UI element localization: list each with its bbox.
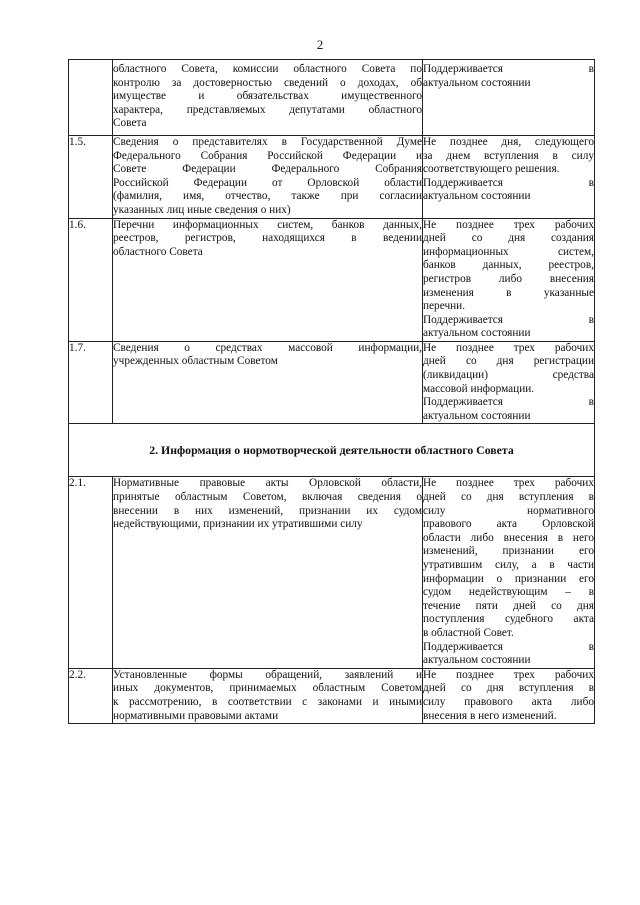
term-line: Не позднее дня, следующего	[423, 135, 594, 148]
page-number: 2	[316, 37, 324, 52]
table-row	[69, 60, 595, 136]
description-line: указанных лиц иные сведения о них)	[113, 203, 291, 216]
term-line: внесения в него изменений.	[423, 709, 557, 722]
description-line: областного Совета, комиссии областного Совета по	[113, 63, 422, 75]
table-row	[69, 341, 595, 424]
section-2-title: 2. Информация о нормотворческой деятельности областного Совета	[69, 424, 595, 477]
description-line: принятые областным Советом, включая сведения о	[113, 491, 422, 504]
section-header-row	[69, 424, 595, 477]
term-line: соответствующего решения.	[423, 163, 560, 176]
description-line: имуществе и обязательствах имущественного	[113, 90, 422, 103]
item-term	[423, 60, 595, 136]
term-line: дней со дня вступления в	[423, 491, 594, 504]
term-line: в областной Совет.	[423, 626, 514, 639]
item-description	[113, 60, 423, 136]
term-line: утратившим силу, а в части	[423, 559, 594, 571]
term-line: актуальном состоянии	[423, 409, 531, 422]
term-line: Не позднее трех рабочих	[423, 341, 594, 354]
term-line: массовой информации.	[423, 382, 535, 395]
term-line: силу нормативного	[423, 504, 594, 517]
item-term	[423, 668, 595, 723]
description-line: характера, представляемых депутатами областного	[113, 103, 422, 116]
item-number: 1.7.	[69, 341, 113, 424]
description-line: Российской Федерации от Орловской области	[113, 176, 422, 189]
term-line: дней со дня регистрации	[423, 355, 594, 368]
term-line: актуальном состоянии	[423, 654, 531, 667]
term-line: информации о признании его	[423, 572, 594, 585]
item-term	[423, 341, 595, 424]
term-line: за днем вступления в силу	[423, 149, 594, 162]
table-row	[69, 668, 595, 723]
description-line: иных документов, принимаемых областным Советом	[113, 682, 422, 695]
term-line: судом недействующим – в	[423, 586, 594, 599]
item-description	[113, 477, 423, 668]
term-line: Не позднее трех рабочих	[423, 477, 594, 490]
item-description	[113, 668, 423, 723]
item-number: 1.5.	[69, 135, 113, 218]
table-row	[69, 218, 595, 341]
term-line: Поддерживается в	[423, 63, 594, 75]
term-line: Поддерживается в	[423, 313, 594, 326]
term-line: поступления судебного акта	[423, 613, 594, 626]
term-line: актуальном состоянии	[423, 76, 531, 89]
description-line: контролю за достоверностью сведений о доходах, об	[113, 76, 422, 89]
term-line: правового акта Орловской	[423, 518, 594, 531]
item-description	[113, 135, 423, 218]
description-line: областного Совета	[113, 245, 203, 258]
item-term	[423, 218, 595, 341]
item-number	[69, 60, 113, 136]
description-line: Сведения о представителях в Государственной Думе	[113, 135, 422, 148]
item-description	[113, 341, 423, 424]
term-line: области либо внесения в него	[423, 531, 594, 544]
information-table	[68, 59, 595, 724]
description-line: Совете Федерации Федерального Собрания	[113, 163, 422, 176]
term-line: Поддерживается в	[423, 640, 594, 653]
term-line: актуальном состоянии	[423, 190, 531, 203]
term-line: течение пяти дней со дня	[423, 599, 594, 612]
description-line: Сведения о средствах массовой информации,	[113, 341, 422, 354]
description-line: Перечни информационных систем, банков данных,	[113, 218, 422, 231]
item-number: 1.6.	[69, 218, 113, 341]
description-line: Федерального Собрания Российской Федерации и	[113, 149, 422, 162]
term-line: Не позднее трех рабочих	[423, 668, 594, 681]
table-row	[69, 477, 595, 668]
term-line: информационных систем,	[423, 245, 594, 258]
description-line: нормативными правовыми актами	[113, 709, 279, 722]
description-line: Совета	[113, 117, 147, 130]
item-number: 2.2.	[69, 668, 113, 723]
term-line: изменений, признании его	[423, 545, 594, 558]
description-line: Нормативные правовые акты Орловской области,	[113, 477, 422, 490]
item-description	[113, 218, 423, 341]
term-line: изменения в указанные	[423, 286, 594, 299]
term-line: актуальном состоянии	[423, 327, 531, 340]
term-line: регистров либо внесения	[423, 272, 594, 285]
term-line: Поддерживается в	[423, 396, 594, 409]
item-term	[423, 135, 595, 218]
description-line: к рассмотрению, в соответствии с законами и иными	[113, 695, 422, 708]
term-line: Не позднее трех рабочих	[423, 218, 594, 231]
term-line: Поддерживается в	[423, 176, 594, 189]
term-line: банков данных, реестров,	[423, 259, 594, 272]
description-line: учрежденных областным Советом	[113, 355, 278, 368]
term-line: силу правового акта либо	[423, 695, 594, 708]
term-line: перечни.	[423, 300, 466, 313]
term-line: дней со дня вступления в	[423, 682, 594, 695]
description-line: недействующими, признании их утратившими силу	[113, 518, 363, 531]
term-line: (ликвидации) средства	[423, 369, 594, 382]
table-row	[69, 135, 595, 218]
item-number: 2.1.	[69, 477, 113, 668]
term-line: дней со дня создания	[423, 232, 594, 245]
description-line: Установленные формы обращений, заявлений и	[113, 668, 422, 681]
description-line: (фамилия, имя, отчество, также при согласии	[113, 190, 422, 203]
item-term	[423, 477, 595, 668]
description-line: внесении в них изменений, признании их судом	[113, 504, 422, 517]
description-line: реестров, регистров, находящихся в ведении	[113, 232, 422, 245]
